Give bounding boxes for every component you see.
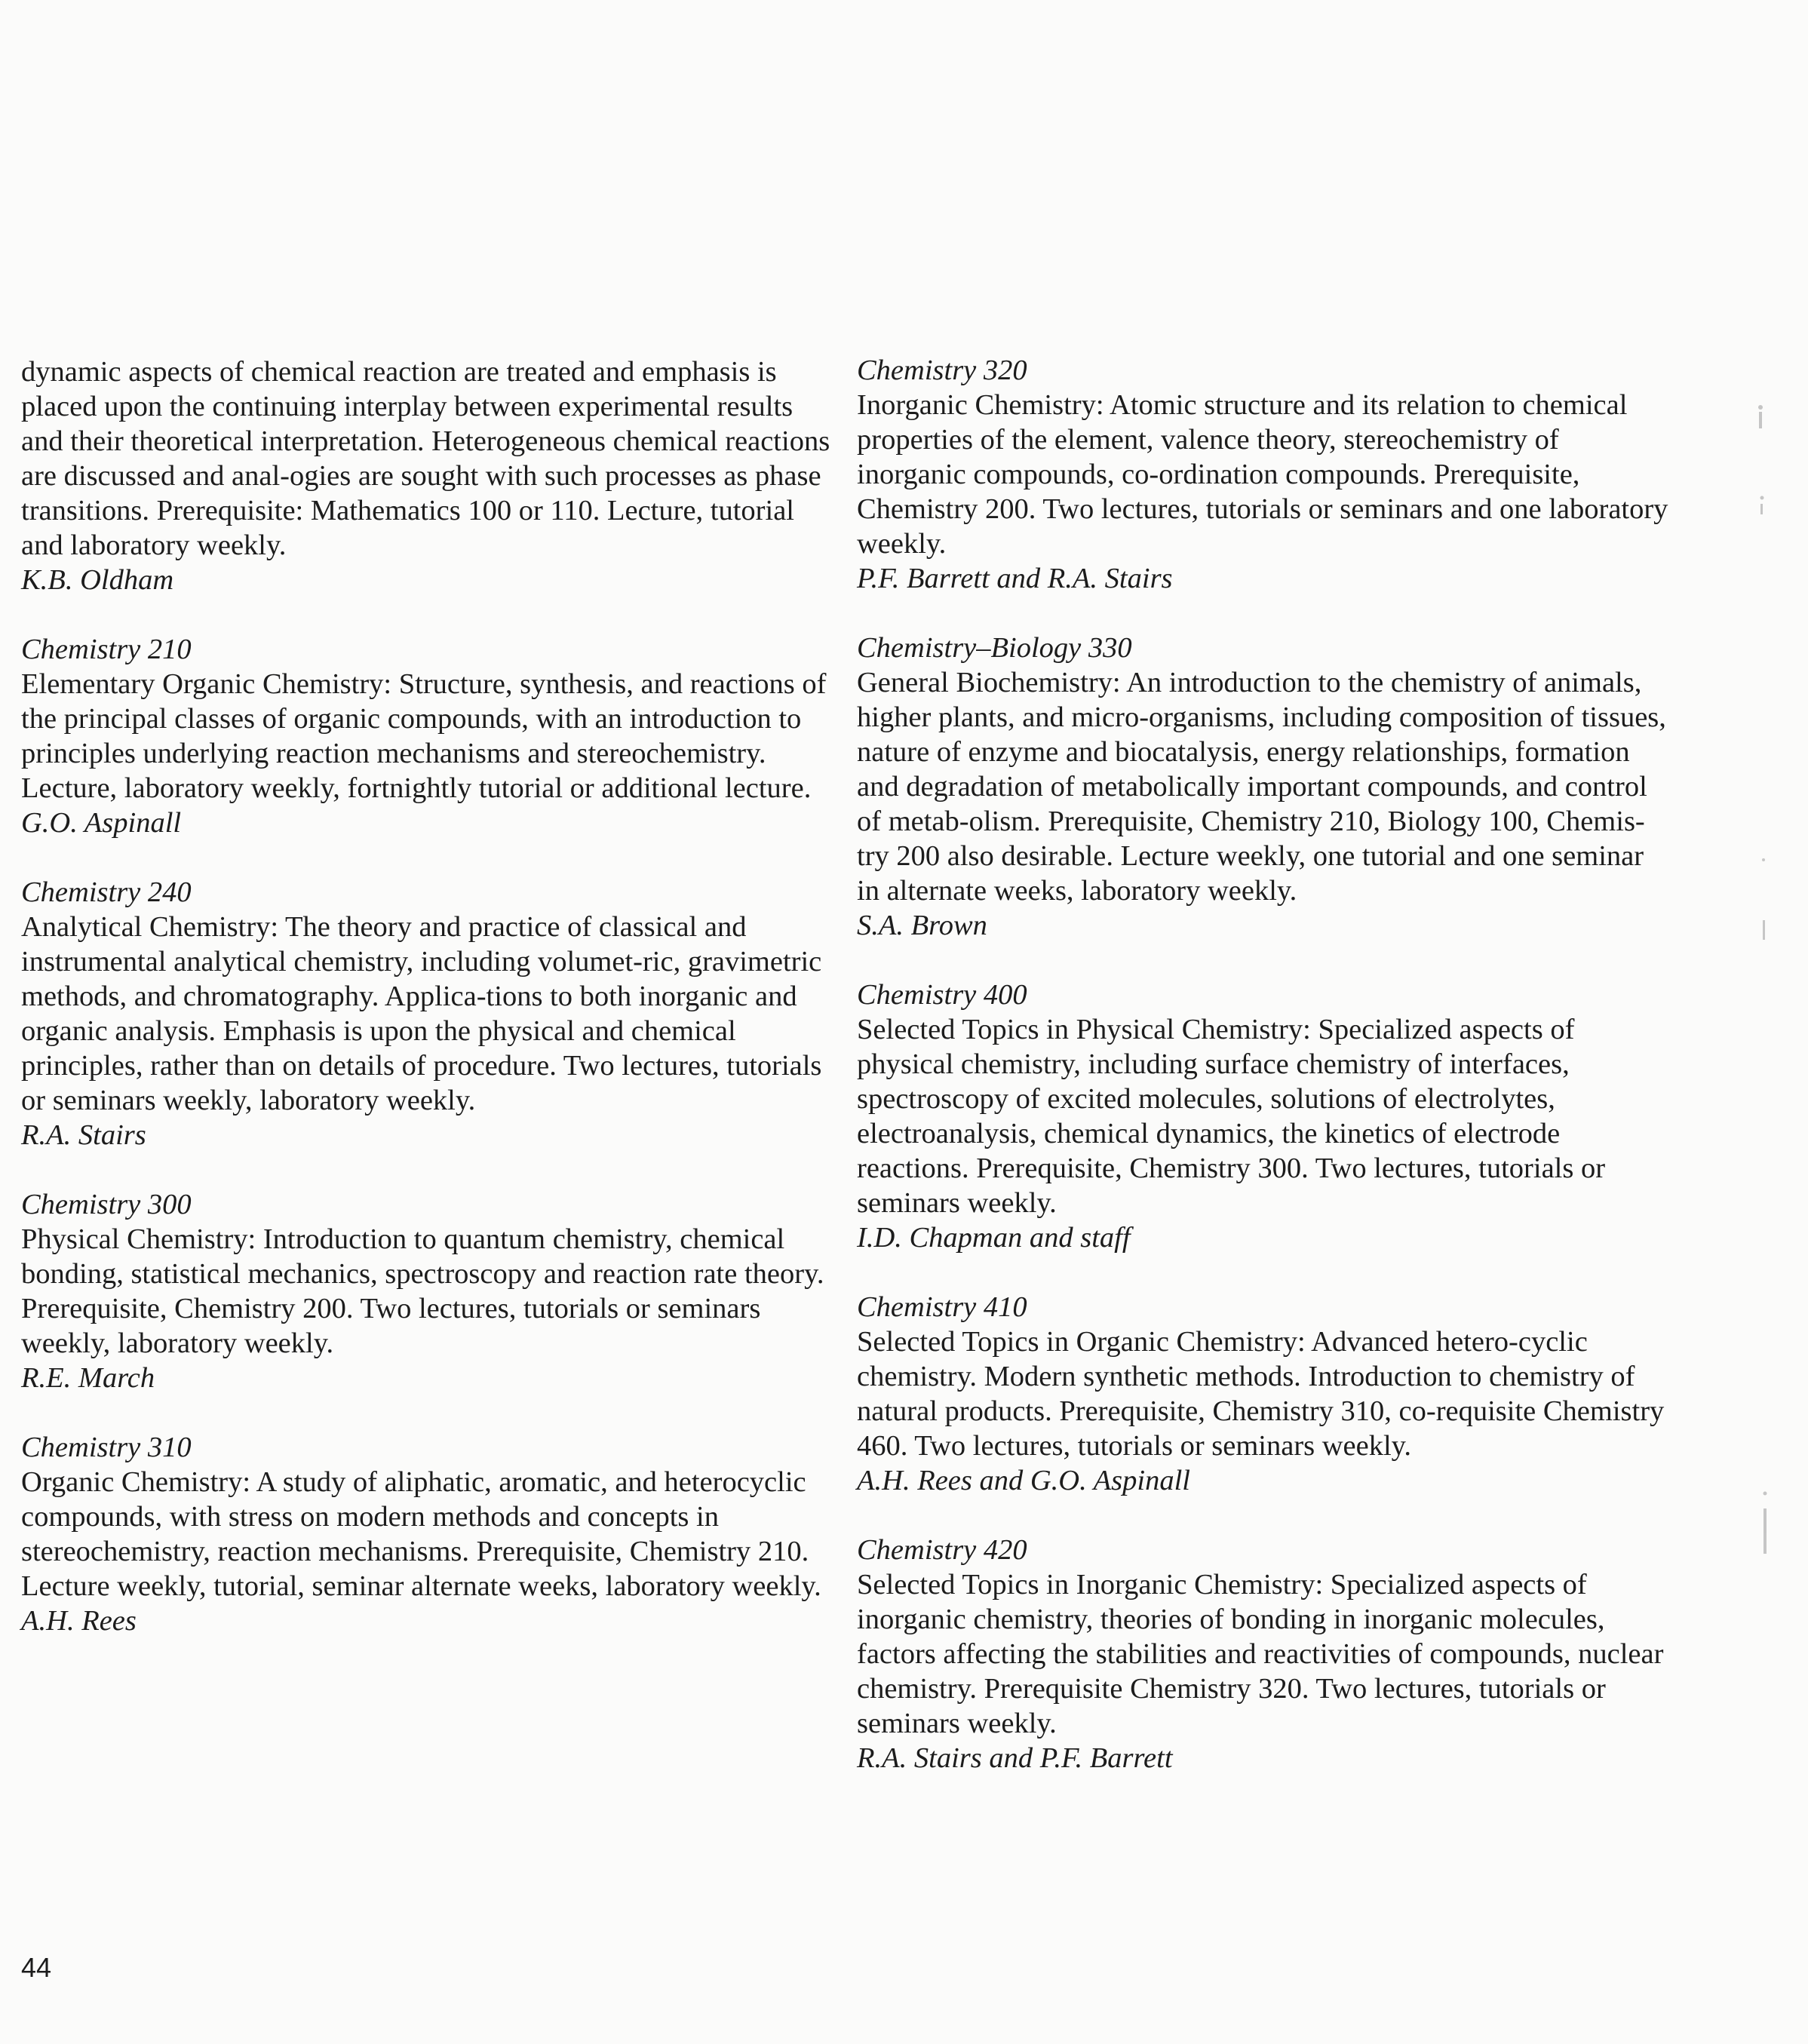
course-entry bbox=[857, 977, 1671, 1255]
course-title: Chemistry 320 bbox=[857, 354, 1027, 386]
course-description: Organic Chemistry: A study of aliphatic, aromatic, and heterocyclic compounds, with stress on modern methods and concepts in stereochemistry, reaction mechanisms. Prerequisite, Chemistry 210. Lecture weekly, tutorial, seminar alternate weeks, laboratory weekly. bbox=[21, 1466, 821, 1602]
right-column bbox=[857, 353, 1671, 1810]
course-description: General Biochemistry: An introduction to the chemistry of animals, higher plants, and micro-organisms, including composition of tissues, nature of enzyme and biocatalysis, energy relationships, formation and degradation of metabolically important compounds, and control of metab-olism. Prerequisite, Chemistry 210, Biology 100, Chemis-try 200 also desirable. Lecture weekly, one tutorial and one seminar in alternate weeks, laboratory weekly. bbox=[857, 667, 1666, 907]
course-description: Physical Chemistry: Introduction to quantum chemistry, chemical bonding, statistical mechanics, spectroscopy and reaction rate theory. Prerequisite, Chemistry 200. Two lectures, tutorials or seminars weekly, laboratory weekly. bbox=[21, 1223, 824, 1359]
course-title: Chemistry 310 bbox=[21, 1432, 192, 1463]
course-entry bbox=[857, 631, 1671, 943]
course-entry bbox=[857, 1533, 1671, 1775]
course-title: Chemistry 210 bbox=[21, 634, 192, 665]
course-entry bbox=[21, 632, 836, 840]
scan-specks bbox=[1742, 377, 1788, 1659]
course-instructor: R.A. Stairs bbox=[21, 1119, 146, 1151]
course-description: Analytical Chemistry: The theory and practice of classical and instrumental analytical chemistry, including volumet-ric, gravimetric methods, and chromatography. Applica-tions to both inorganic and organic analysis. Emphasis is upon the physical and chemical principles, rather than on details of procedure. Two lectures, tutorials or seminars weekly, laboratory weekly. bbox=[21, 911, 822, 1116]
course-description: Selected Topics in Inorganic Chemistry: Specialized aspects of inorganic chemistry, theories of bonding in inorganic molecules, factors affecting the stabilities and reactivities of compounds, nuclear chemistry. Prerequisite Chemistry 320. Two lectures, tutorials or seminars weekly. bbox=[857, 1569, 1664, 1739]
course-title: Chemistry 400 bbox=[857, 979, 1027, 1011]
course-description: Selected Topics in Physical Chemistry: Specialized aspects of physical chemistry, including surface chemistry of interfaces, spectroscopy of excited molecules, solutions of electrolytes, electroanalysis, chemical dynamics, the kinetics of electrode reactions. Prerequisite, Chemistry 300. Two lectures, tutorials or seminars weekly. bbox=[857, 1014, 1606, 1219]
page-number: 44 bbox=[21, 1952, 52, 1983]
course-entry bbox=[21, 354, 836, 597]
course-entry bbox=[857, 1290, 1671, 1498]
course-instructor: A.H. Rees and G.O. Aspinall bbox=[857, 1465, 1190, 1496]
course-description: Selected Topics in Organic Chemistry: Advanced hetero-cyclic chemistry. Modern synthetic methods. Introduction to chemistry of natural products. Prerequisite, Chemistry 310, co-requisite Chemistry 460. Two lectures, tutorials or seminars weekly. bbox=[857, 1326, 1665, 1462]
course-instructor: P.F. Barrett and R.A. Stairs bbox=[857, 563, 1173, 594]
course-entry bbox=[21, 1430, 836, 1638]
course-description: dynamic aspects of chemical reaction are treated and emphasis is placed upon the continuing interplay between experimental results and their theoretical interpretation. Heterogeneous chemical reactions are discussed and anal-ogies are sought with such processes as phase transitions. Prerequisite: Mathematics 100 or 110. Lecture, tutorial and laboratory weekly. bbox=[21, 356, 830, 561]
course-instructor: R.A. Stairs and P.F. Barrett bbox=[857, 1742, 1173, 1774]
course-description: Elementary Organic Chemistry: Structure, synthesis, and reactions of the principal classes of organic compounds, with an introduction to principles underlying reaction mechanisms and stereochemistry. Lecture, laboratory weekly, fortnightly tutorial or additional lecture. bbox=[21, 668, 827, 804]
course-entry bbox=[21, 875, 836, 1152]
course-description: Inorganic Chemistry: Atomic structure and its relation to chemical properties of the element, valence theory, stereochemistry of inorganic compounds, co-ordination compounds. Prerequisite, Chemistry 200. Two lectures, tutorials or seminars and one laboratory weekly. bbox=[857, 389, 1668, 560]
course-entry bbox=[857, 353, 1671, 596]
left-column bbox=[21, 354, 836, 1673]
course-instructor: S.A. Brown bbox=[857, 910, 987, 941]
course-instructor: K.B. Oldham bbox=[21, 564, 174, 596]
course-title: Chemistry 410 bbox=[857, 1291, 1027, 1323]
course-title: Chemistry–Biology 330 bbox=[857, 632, 1132, 664]
course-instructor: G.O. Aspinall bbox=[21, 807, 182, 839]
course-instructor: I.D. Chapman and staff bbox=[857, 1222, 1131, 1254]
course-title: Chemistry 300 bbox=[21, 1189, 192, 1220]
course-title: Chemistry 240 bbox=[21, 876, 192, 908]
course-entry bbox=[21, 1187, 836, 1395]
course-instructor: R.E. March bbox=[21, 1362, 155, 1394]
course-title: Chemistry 420 bbox=[857, 1534, 1027, 1566]
course-instructor: A.H. Rees bbox=[21, 1605, 137, 1637]
